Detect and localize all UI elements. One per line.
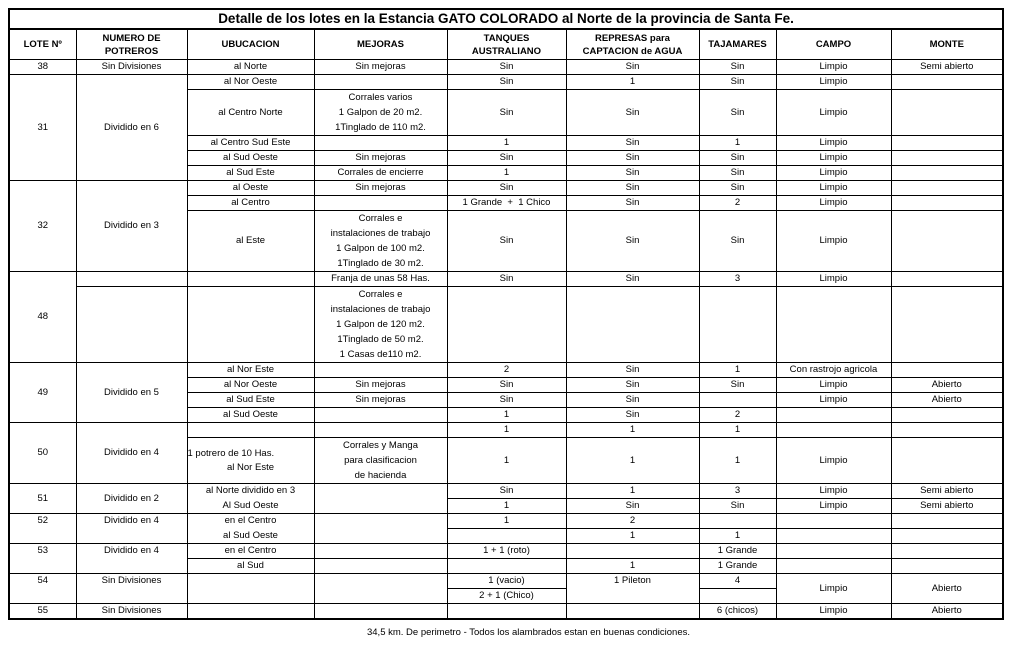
cell-monte — [891, 272, 1003, 287]
cell-lote: 31 — [9, 75, 76, 181]
cell-tanques — [447, 559, 566, 574]
cell-potreros — [76, 559, 187, 574]
cell-ubicacion: al Sud Oeste — [187, 408, 314, 423]
cell-tajamares: 1 Grande — [699, 559, 776, 574]
header-represas — [566, 29, 699, 60]
cell-represas: 1 — [566, 559, 699, 574]
cell-potreros: Dividido en 4 — [76, 544, 187, 559]
cell-campo: Limpio — [776, 136, 891, 151]
cell-represas: Sin — [566, 196, 699, 211]
cell-ubicacion: al Norte dividido en 3 — [187, 484, 314, 499]
cell-campo — [776, 559, 891, 574]
cell-potreros: Dividido en 2 — [76, 484, 187, 514]
cell-mejoras: Sin mejoras — [314, 378, 447, 393]
cell-tanques: Sin — [447, 272, 566, 287]
cell-tajamares: Sin — [699, 166, 776, 181]
ubicacion-line: al Nor Este — [227, 461, 274, 473]
header-potreros — [76, 29, 187, 60]
cell-monte — [891, 151, 1003, 166]
cell-tanques: 1 (vacio) — [447, 574, 566, 589]
cell-ubicacion: al Este — [187, 211, 314, 272]
cell-represas: Sin — [566, 393, 699, 408]
table-row — [9, 287, 1003, 363]
cell-represas: Sin — [566, 151, 699, 166]
cell-tajamares — [699, 589, 776, 604]
cell-ubicacion — [187, 574, 314, 604]
mejoras-line: Corrales e — [358, 213, 403, 224]
table-row — [9, 514, 1003, 529]
table-row — [9, 559, 1003, 574]
header-campo: CAMPO — [776, 29, 891, 60]
cell-campo: Limpio — [776, 196, 891, 211]
cell-campo: Limpio — [776, 181, 891, 196]
cell-monte — [891, 166, 1003, 181]
cell-tajamares: 1 — [699, 438, 776, 484]
cell-ubicacion: al Sud — [187, 559, 314, 574]
cell-represas — [566, 589, 699, 604]
cell-mejoras — [314, 287, 447, 363]
cell-mejoras — [314, 136, 447, 151]
header-represas-line2: CAPTACION de AGUA — [582, 45, 683, 57]
table-row — [9, 423, 1003, 438]
cell-mejoras: Sin mejoras — [314, 151, 447, 166]
cell-campo: Limpio — [776, 499, 891, 514]
mejoras-line: Corrales y Manga — [343, 440, 418, 451]
mejoras-line: 1 Galpon de 120 m2. — [336, 319, 425, 330]
cell-mejoras — [314, 514, 447, 544]
cell-represas: 1 — [566, 484, 699, 499]
cell-campo: Con rastrojo agricola — [776, 363, 891, 378]
cell-tanques: Sin — [447, 60, 566, 75]
cell-mejoras: Franja de unas 58 Has. — [314, 272, 447, 287]
cell-potreros: Dividido en 6 — [76, 75, 187, 181]
header-represas-line1: REPRESAS para — [595, 32, 670, 44]
header-tanques — [447, 29, 566, 60]
cell-tanques: 1 — [447, 514, 566, 529]
table-row — [9, 574, 1003, 589]
cell-potreros — [76, 287, 187, 363]
cell-tajamares: Sin — [699, 75, 776, 90]
cell-lote: 50 — [9, 423, 76, 484]
cell-monte — [891, 559, 1003, 574]
cell-potreros — [76, 272, 187, 287]
cell-mejoras — [314, 408, 447, 423]
cell-represas: Sin — [566, 60, 699, 75]
cell-potreros: Sin Divisiones — [76, 604, 187, 620]
header-row — [9, 29, 1003, 60]
cell-campo — [776, 408, 891, 423]
cell-ubicacion — [187, 604, 314, 620]
cell-tanques: 1 — [447, 166, 566, 181]
cell-campo — [776, 514, 891, 529]
cell-tajamares: 4 — [699, 574, 776, 589]
cell-mejoras — [314, 574, 447, 604]
cell-monte — [891, 181, 1003, 196]
cell-monte — [891, 423, 1003, 438]
cell-lote — [9, 589, 76, 604]
header-tajamares: TAJAMARES — [699, 29, 776, 60]
cell-lote: 51 — [9, 484, 76, 514]
cell-tanques: Sin — [447, 181, 566, 196]
cell-mejoras: Sin mejoras — [314, 60, 447, 75]
cell-lote: 55 — [9, 604, 76, 620]
table-row — [9, 529, 1003, 544]
cell-mejoras — [314, 438, 447, 484]
cell-represas — [566, 544, 699, 559]
cell-tanques: 1 — [447, 438, 566, 484]
cell-monte — [891, 136, 1003, 151]
cell-campo: Limpio — [776, 272, 891, 287]
cell-tanques: 1 — [447, 408, 566, 423]
cell-represas: Sin — [566, 90, 699, 136]
cell-campo: Limpio — [776, 211, 891, 272]
cell-ubicacion: al Centro — [187, 196, 314, 211]
cell-monte — [891, 211, 1003, 272]
cell-represas: Sin — [566, 378, 699, 393]
cell-ubicacion — [187, 438, 314, 484]
cell-potreros: Dividido en 4 — [76, 423, 187, 484]
cell-campo: Limpio — [776, 166, 891, 181]
cell-monte: Abierto — [891, 604, 1003, 620]
cell-tanques — [447, 604, 566, 620]
cell-tanques: Sin — [447, 75, 566, 90]
table-row — [9, 544, 1003, 559]
cell-tajamares: 6 (chicos) — [699, 604, 776, 620]
cell-monte — [891, 363, 1003, 378]
cell-mejoras: Corrales de encierre — [314, 166, 447, 181]
cell-mejoras — [314, 484, 447, 514]
cell-tanques: 1 — [447, 499, 566, 514]
cell-campo: Limpio — [776, 90, 891, 136]
cell-potreros: Sin Divisiones — [76, 574, 187, 589]
cell-tanques: 1 Grande + 1 Chico — [447, 196, 566, 211]
cell-mejoras — [314, 544, 447, 559]
cell-mejoras — [314, 211, 447, 272]
cell-ubicacion: al Sud Oeste — [187, 151, 314, 166]
cell-monte — [891, 287, 1003, 363]
cell-tajamares: Sin — [699, 499, 776, 514]
cell-tajamares: 2 — [699, 408, 776, 423]
cell-tajamares: 1 — [699, 363, 776, 378]
cell-lote — [9, 529, 76, 544]
cell-ubicacion: al Sud Oeste — [187, 529, 314, 544]
cell-ubicacion: al Nor Oeste — [187, 378, 314, 393]
cell-campo — [776, 287, 891, 363]
cell-tajamares: Sin — [699, 211, 776, 272]
cell-ubicacion: en el Centro — [187, 544, 314, 559]
cell-tanques: 2 — [447, 363, 566, 378]
cell-potreros: Sin Divisiones — [76, 60, 187, 75]
mejoras-line: 1Tinglado de 30 m2. — [337, 258, 424, 269]
mejoras-line: instalaciones de trabajo — [330, 228, 431, 239]
mejoras-line: Corrales varios — [348, 92, 413, 103]
header-ubicacion: UBUCACION — [187, 29, 314, 60]
cell-tanques: Sin — [447, 393, 566, 408]
cell-represas: Sin — [566, 408, 699, 423]
cell-monte: Abierto — [891, 378, 1003, 393]
cell-represas — [566, 604, 699, 620]
cell-tajamares: 1 Grande — [699, 544, 776, 559]
cell-mejoras — [314, 559, 447, 574]
cell-tanques: Sin — [447, 484, 566, 499]
cell-mejoras — [314, 423, 447, 438]
cell-tanques: 1 + 1 (roto) — [447, 544, 566, 559]
cell-campo: Limpio — [776, 484, 891, 499]
table-row — [9, 484, 1003, 499]
cell-tajamares — [699, 514, 776, 529]
mejoras-line: 1 Casas de110 m2. — [339, 349, 422, 360]
cell-monte — [891, 529, 1003, 544]
table-row — [9, 181, 1003, 196]
header-tanques-line2: AUSTRALIANO — [471, 45, 542, 57]
cell-represas: 1 — [566, 438, 699, 484]
cell-tanques — [447, 287, 566, 363]
footer-note: 34,5 km. De perimetro - Todos los alambrados estan en buenas condiciones. — [366, 627, 690, 638]
cell-campo: Limpio — [776, 574, 891, 604]
cell-tanques: Sin — [447, 211, 566, 272]
cell-monte — [891, 196, 1003, 211]
cell-tajamares: 3 — [699, 484, 776, 499]
table-title: Detalle de los lotes en la Estancia GATO COLORADO al Norte de la provincia de Santa Fe. — [9, 9, 1003, 29]
table-row — [9, 272, 1003, 287]
cell-monte — [891, 75, 1003, 90]
cell-monte — [891, 408, 1003, 423]
cell-potreros — [76, 589, 187, 604]
cell-lote: 48 — [9, 272, 76, 363]
cell-campo: Limpio — [776, 438, 891, 484]
cell-represas: 1 — [566, 423, 699, 438]
cell-campo — [776, 423, 891, 438]
cell-potreros: Dividido en 4 — [76, 514, 187, 529]
mejoras-line: 1 Galpon de 100 m2. — [336, 243, 425, 254]
cell-ubicacion: al Nor Oeste — [187, 75, 314, 90]
cell-tajamares: Sin — [699, 60, 776, 75]
cell-tajamares: 2 — [699, 196, 776, 211]
cell-represas — [566, 287, 699, 363]
cell-represas: Sin — [566, 499, 699, 514]
mejoras-line: de hacienda — [354, 470, 407, 481]
cell-monte: Semi abierto — [891, 60, 1003, 75]
mejoras-line: para clasificacion — [344, 455, 417, 466]
cell-mejoras — [314, 363, 447, 378]
cell-ubicacion: al Centro Norte — [187, 90, 314, 136]
cell-tanques: 1 — [447, 423, 566, 438]
table-row — [9, 75, 1003, 90]
cell-monte: Semi abierto — [891, 499, 1003, 514]
ubicacion-line: 1 potrero de 10 Has. — [187, 447, 275, 459]
mejoras-line: instalaciones de trabajo — [330, 304, 431, 315]
cell-tajamares: 1 — [699, 136, 776, 151]
cell-represas: Sin — [566, 272, 699, 287]
cell-tajamares: Sin — [699, 181, 776, 196]
cell-monte: Abierto — [891, 393, 1003, 408]
cell-potreros: Dividido en 5 — [76, 363, 187, 423]
cell-lote: 49 — [9, 363, 76, 423]
cell-mejoras: Sin mejoras — [314, 181, 447, 196]
cell-represas: Sin — [566, 166, 699, 181]
cell-campo: Limpio — [776, 393, 891, 408]
cell-lote — [9, 559, 76, 574]
cell-ubicacion: Al Sud Oeste — [187, 499, 314, 514]
cell-tanques: 1 — [447, 136, 566, 151]
cell-tajamares: Sin — [699, 90, 776, 136]
table-row — [9, 604, 1003, 620]
cell-ubicacion: al Nor Este — [187, 363, 314, 378]
cell-campo — [776, 544, 891, 559]
cell-tanques: Sin — [447, 90, 566, 136]
cell-ubicacion — [187, 287, 314, 363]
cell-monte: Abierto — [891, 574, 1003, 604]
cell-campo: Limpio — [776, 378, 891, 393]
lotes-table — [8, 8, 1004, 620]
cell-tajamares: Sin — [699, 151, 776, 166]
cell-campo: Limpio — [776, 75, 891, 90]
cell-tajamares — [699, 287, 776, 363]
cell-ubicacion: al Sud Este — [187, 393, 314, 408]
header-tanques-line1: TANQUES — [483, 32, 530, 44]
cell-potreros — [76, 529, 187, 544]
cell-campo: Limpio — [776, 604, 891, 620]
cell-represas: Sin — [566, 211, 699, 272]
cell-represas: Sin — [566, 363, 699, 378]
header-monte: MONTE — [891, 29, 1003, 60]
cell-tanques: 2 + 1 (Chico) — [447, 589, 566, 604]
cell-potreros: Dividido en 3 — [76, 181, 187, 272]
header-lote: LOTE Nº — [9, 29, 76, 60]
cell-lote: 52 — [9, 514, 76, 529]
cell-mejoras — [314, 75, 447, 90]
cell-campo: Limpio — [776, 151, 891, 166]
cell-tajamares — [699, 393, 776, 408]
cell-represas: 2 — [566, 514, 699, 529]
cell-tanques — [447, 529, 566, 544]
cell-tajamares: 1 — [699, 529, 776, 544]
cell-represas: 1 — [566, 529, 699, 544]
cell-ubicacion — [187, 272, 314, 287]
cell-monte — [891, 90, 1003, 136]
cell-represas: 1 Pileton — [566, 574, 699, 589]
header-potreros-line1: NUMERO DE — [102, 32, 161, 44]
cell-tajamares: 3 — [699, 272, 776, 287]
cell-represas: Sin — [566, 136, 699, 151]
cell-mejoras — [314, 196, 447, 211]
mejoras-line: 1 Galpon de 20 m2. — [338, 107, 423, 118]
mejoras-line: Corrales e — [358, 289, 403, 300]
cell-mejoras: Sin mejoras — [314, 393, 447, 408]
cell-ubicacion: en el Centro — [187, 514, 314, 529]
cell-ubicacion: al Norte — [187, 60, 314, 75]
mejoras-line: 1Tinglado de 50 m2. — [337, 334, 424, 345]
cell-tanques: Sin — [447, 151, 566, 166]
cell-ubicacion — [187, 423, 314, 438]
cell-lote: 53 — [9, 544, 76, 559]
cell-represas: Sin — [566, 181, 699, 196]
cell-campo: Limpio — [776, 60, 891, 75]
cell-represas: 1 — [566, 75, 699, 90]
cell-lote: 32 — [9, 181, 76, 272]
table-row — [9, 60, 1003, 75]
mejoras-line: 1Tinglado de 110 m2. — [335, 122, 426, 133]
header-mejoras: MEJORAS — [314, 29, 447, 60]
cell-ubicacion: al Oeste — [187, 181, 314, 196]
cell-mejoras — [314, 90, 447, 136]
cell-lote: 38 — [9, 60, 76, 75]
table-row — [9, 363, 1003, 378]
cell-lote: 54 — [9, 574, 76, 589]
cell-monte — [891, 514, 1003, 529]
cell-tajamares: Sin — [699, 378, 776, 393]
cell-ubicacion: al Centro Sud Este — [187, 136, 314, 151]
cell-monte: Semi abierto — [891, 484, 1003, 499]
cell-ubicacion: al Sud Este — [187, 166, 314, 181]
header-potreros-line2: POTREROS — [104, 45, 159, 57]
cell-monte — [891, 544, 1003, 559]
cell-mejoras — [314, 604, 447, 620]
cell-monte — [891, 438, 1003, 484]
cell-tajamares: 1 — [699, 423, 776, 438]
cell-tanques: Sin — [447, 378, 566, 393]
cell-campo — [776, 529, 891, 544]
